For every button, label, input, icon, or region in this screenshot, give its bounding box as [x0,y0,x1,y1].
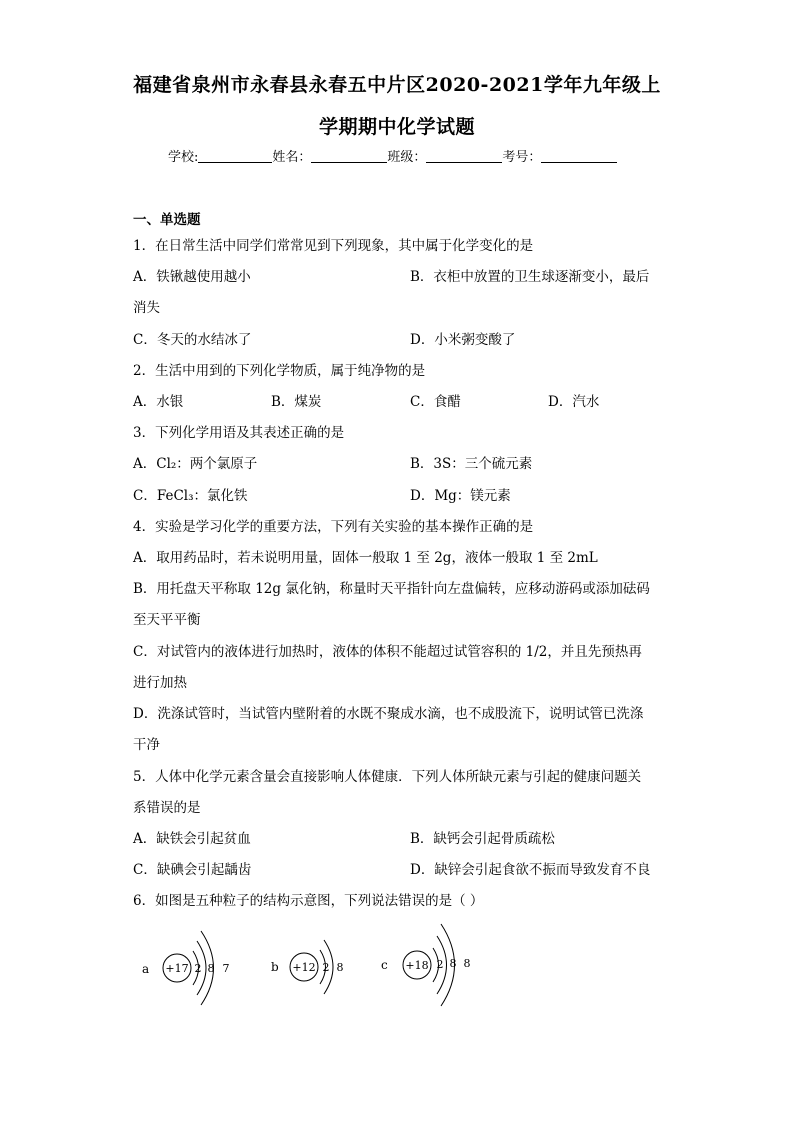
particle-b [271,940,344,994]
exam-title-line2: 学期期中化学试题 [318,116,475,138]
q1-option-b-cont: 消失 [133,300,160,316]
number-label: 考号： [502,150,542,165]
q5-stem-cont: 系错误的是 [133,800,201,816]
particle-c-label: c [381,958,388,972]
q3-option-d[interactable]: D．Mg：镁元素 [410,488,511,504]
q4-option-d-cont: 干净 [133,737,160,753]
q1-stem: 1．在日常生活中同学们常常见到下列现象，其中属于化学变化的是 [133,238,534,254]
q1-option-c[interactable]: C．冬天的水结冰了 [133,332,252,348]
q2-option-c[interactable]: C．食醋 [410,394,461,410]
section-heading: 一、单选题 [133,212,201,228]
school-label: 学校: [168,150,199,165]
q4-option-c[interactable]: C．对试管内的液体进行加热时，液体的体积不能超过试管容积的 1/2，并且先预热再 [133,644,642,660]
q3-option-c[interactable]: C．FeCl₃：氯化铁 [133,488,248,504]
particle-a-label: a [142,962,150,976]
particle-c [381,924,471,1006]
q2-stem: 2．生活中用到的下列化学物质，属于纯净物的是 [133,363,426,379]
q4-stem: 4．实验是学习化学的重要方法，下列有关实验的基本操作正确的是 [133,519,534,535]
q5-stem: 5．人体中化学元素含量会直接影响人体健康．下列人体所缺元素与引起的健康问题关 [133,769,642,785]
particle-a-shell-3: 7 [222,962,230,975]
q4-option-d[interactable]: D．洗涤试管时，当试管内壁附着的水既不聚成水滴，也不成股流下，说明试管已洗涤 [133,706,644,722]
q1-option-a[interactable]: A．铁锹越使用越小 [133,269,251,285]
particle-b-shell-2: 8 [336,961,344,974]
particle-a [142,931,230,1005]
q2-option-b[interactable]: B．煤炭 [271,394,322,410]
particle-c-shell-1: 2 [436,958,444,971]
q3-option-a[interactable]: A．Cl₂：两个氯原子 [133,456,258,472]
particle-a-nucleus: +17 [165,962,189,975]
q2-option-a[interactable]: A．水银 [133,394,184,410]
particle-c-shell-2: 8 [449,957,457,970]
particle-a-shell-2: 8 [207,962,215,975]
name-field[interactable] [311,148,387,163]
particle-b-shell-1: 2 [322,961,330,974]
q2-option-d[interactable]: D．汽水 [548,394,600,410]
q4-option-b-cont: 至天平平衡 [133,612,201,628]
q4-option-a[interactable]: A．取用药品时，若未说明用量，固体一般取 1 至 2g，液体一般取 1 至 2mL [133,550,598,566]
school-field[interactable] [198,148,272,163]
exam-title-line1: 福建省泉州市永春县永春五中片区2020-2021学年九年级上 [133,74,661,96]
atomic-structure-diagram [0,915,794,1035]
student-info-row [168,146,617,165]
particle-b-nucleus: +12 [292,961,316,974]
particle-b-label: b [271,960,279,974]
q1-option-d[interactable]: D．小米粥变酸了 [410,332,516,348]
number-field[interactable] [541,148,617,163]
particle-c-shell-3: 8 [463,957,471,970]
class-label: 班级： [387,150,427,165]
q1-option-b[interactable]: B．衣柜中放置的卫生球逐渐变小，最后 [410,269,650,285]
q5-option-c[interactable]: C．缺碘会引起龋齿 [133,862,252,878]
particle-a-shell-1: 2 [194,962,202,975]
q3-stem: 3．下列化学用语及其表述正确的是 [133,425,345,441]
q5-option-d[interactable]: D．缺锌会引起食欲不振而导致发育不良 [410,862,651,878]
q3-option-b[interactable]: B．3S：三个硫元素 [410,456,533,472]
q4-option-b[interactable]: B．用托盘天平称取 12g 氯化钠，称量时天平指针向左盘偏转，应移动游码或添加砝码 [133,581,650,597]
q6-stem: 6．如图是五种粒子的结构示意图，下列说法错误的是（ ） [133,893,484,909]
particle-c-nucleus: +18 [405,959,429,972]
q5-option-b[interactable]: B．缺钙会引起骨质疏松 [410,831,555,847]
q4-option-c-cont: 进行加热 [133,675,187,691]
q5-option-a[interactable]: A．缺铁会引起贫血 [133,831,251,847]
class-field[interactable] [426,148,502,163]
name-label: 姓名： [272,150,312,165]
